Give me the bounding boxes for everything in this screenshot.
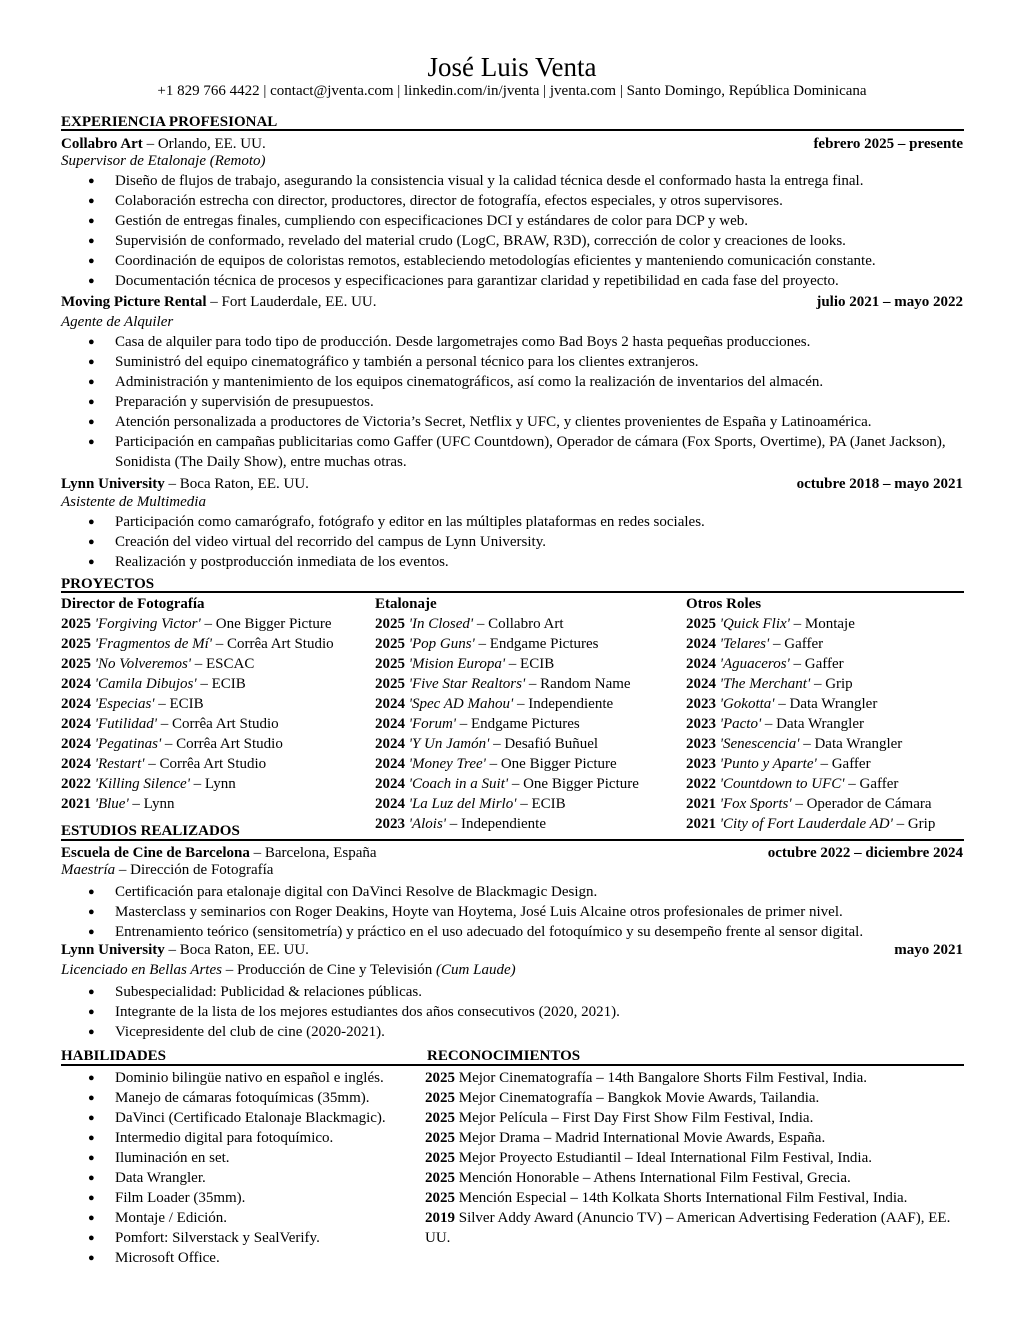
job-header [61, 292, 377, 312]
section-title-skills: HABILIDADES [61, 1048, 167, 1064]
list-item: ● Creación del video virtual del recorrido del campus de Lynn University. [88, 532, 705, 552]
section-divider [61, 1064, 964, 1066]
list-item: ● Integrante de la lista de los mejores estudiantes dos años consecutivos (2020, 2021). [88, 1002, 620, 1022]
list-item: ● Casa de alquiler para todo tipo de producción. Desde largometrajes como Bad Boys 2 hasta pequeñas producciones. [88, 332, 965, 352]
project-item: 2021 'Blue' – Lynn [61, 796, 175, 812]
list-item: ● Manejo de cámaras fotoquímicas (35mm). [88, 1088, 386, 1108]
job-dates: febrero 2025 – presente [813, 136, 963, 152]
column-heading: Etalonaje [375, 596, 437, 612]
section-title-awards: RECONOCIMIENTOS [427, 1048, 581, 1064]
project-item: 2025 'No Volveremos' – ESCAC [61, 656, 255, 672]
school-name: Lynn University [61, 942, 165, 958]
award-item: 2019 Silver Addy Award (Anuncio TV) – American Advertising Federation (AAF), EE. UU. [425, 1210, 951, 1246]
project-item: 2024 'Futilidad' – Corrêa Art Studio [61, 716, 279, 732]
award-item: 2025 Mejor Película – First Day First Show Film Festival, India. [425, 1110, 814, 1126]
award-item: 2025 Mejor Cinematografía – 14th Bangalore Shorts Film Festival, India. [425, 1070, 868, 1086]
list-item: ● Vicepresidente del club de cine (2020-2021). [88, 1022, 620, 1042]
section-divider [61, 591, 964, 593]
school-header [61, 940, 309, 960]
project-item: 2024 'La Luz del Mirlo' – ECIB [375, 796, 566, 812]
skills-list [88, 1068, 386, 1268]
project-item: 2021 'Fox Sports' – Operador de Cámara [686, 796, 932, 812]
project-item: 2024 'Forum' – Endgame Pictures [375, 716, 580, 732]
section-divider [61, 839, 964, 841]
list-item: ● Certificación para etalonaje digital con DaVinci Resolve de Blackmagic Design. [88, 882, 863, 902]
project-item: 2023 'Punto y Aparte' – Gaffer [686, 756, 871, 772]
job-dates: octubre 2018 – mayo 2021 [796, 476, 963, 492]
project-item: 2021 'City of Fort Lauderdale AD' – Grip [686, 816, 936, 832]
degree: Licenciado en Bellas Artes – Producción de Cine y Televisión (Cum Laude) [61, 962, 516, 978]
company-location: – Fort Lauderdale, EE. UU. [206, 294, 377, 310]
project-item: 2023 'Gokotta' – Data Wrangler [686, 696, 878, 712]
project-item: 2024 'Pegatinas' – Corrêa Art Studio [61, 736, 283, 752]
project-item: 2024 'Restart' – Corrêa Art Studio [61, 756, 267, 772]
job-role: Supervisor de Etalonaje (Remoto) [61, 153, 266, 169]
company-name: Collabro Art [61, 136, 143, 152]
project-item: 2024 'Aguaceros' – Gaffer [686, 656, 844, 672]
school-location: – Barcelona, España [249, 845, 377, 861]
project-item: 2025 'Five Star Realtors' – Random Name [375, 676, 631, 692]
projects-column [686, 594, 935, 834]
school-bullets [88, 982, 620, 1042]
school-location: – Boca Raton, EE. UU. [164, 942, 309, 958]
project-item: 2025 'In Closed' – Collabro Art [375, 616, 564, 632]
list-item: ● Iluminación en set. [88, 1148, 386, 1168]
job-bullets [88, 512, 705, 572]
project-item: 2024 'Telares' – Gaffer [686, 636, 824, 652]
degree: Maestría – Dirección de Fotografía [61, 862, 274, 878]
column-heading: Director de Fotografía [61, 596, 205, 612]
company-location: – Boca Raton, EE. UU. [164, 476, 309, 492]
school-dates: mayo 2021 [894, 942, 963, 958]
job-dates: julio 2021 – mayo 2022 [816, 294, 963, 310]
project-item: 2025 'Mision Europa' – ECIB [375, 656, 555, 672]
project-item: 2024 'Especias' – ECIB [61, 696, 204, 712]
award-item: 2025 Mención Honorable – Athens International Film Festival, Grecia. [425, 1170, 851, 1186]
list-item: ● Film Loader (35mm). [88, 1188, 386, 1208]
list-item: ● Suministró del equipo cinematográfico y también a personal técnico para los clientes extranjeros. [88, 352, 965, 372]
project-item: 2023 'Senescencia' – Data Wrangler [686, 736, 903, 752]
award-item: 2025 Mención Especial – 14th Kolkata Shorts International Film Festival, India. [425, 1190, 908, 1206]
list-item: ● Intermedio digital para fotoquímico. [88, 1128, 386, 1148]
project-item: 2024 'The Merchant' – Grip [686, 676, 853, 692]
list-item: ● Atención personalizada a productores de Victoria’s Secret, Netflix y UFC, y clientes provenientes de España y Latinoamérica. [88, 412, 965, 432]
project-item: 2023 'Alois' – Independiente [375, 816, 546, 832]
project-item: 2025 'Forgiving Victor' – One Bigger Picture [61, 616, 332, 632]
list-item: ● Participación en campañas publicitarias como Gaffer (UFC Countdown), Operador de cámara (Fox Sports, Overtime), PA (Janet Jackson), Sonidista (The Daily Show), entre muchas otras. [88, 432, 965, 472]
list-item: ● DaVinci (Certificado Etalonaje Blackmagic). [88, 1108, 386, 1128]
list-item: ● Supervisión de conformado, revelado del material crudo (LogC, BRAW, R3D), corrección de color y creaciones de looks. [88, 231, 876, 251]
list-item: ● Realización y postproducción inmediata de los eventos. [88, 552, 705, 572]
project-item: 2024 'Coach in a Suit' – One Bigger Picture [375, 776, 639, 792]
section-divider [61, 129, 964, 131]
list-item: ● Microsoft Office. [88, 1248, 386, 1268]
list-item: ● Gestión de entregas finales, cumpliendo con especificaciones DCI y estándares de color para DCP y web. [88, 211, 876, 231]
project-item: 2025 'Fragmentos de Mí' – Corrêa Art Studio [61, 636, 334, 652]
company-name: Moving Picture Rental [61, 294, 207, 310]
company-location: – Orlando, EE. UU. [142, 136, 266, 152]
award-item: 2025 Mejor Cinematografía – Bangkok Movie Awards, Tailandia. [425, 1090, 820, 1106]
job-bullets [88, 171, 876, 291]
list-item: ● Entrenamiento teórico (sensitometría) y práctico en el uso adecuado del fotoquímico y su desempeño frente al sensor digital. [88, 922, 863, 942]
list-item: ● Dominio bilingüe nativo en español e inglés. [88, 1068, 386, 1088]
list-item: ● Colaboración estrecha con director, productores, director de fotografía, efectos especiales, y otros supervisores. [88, 191, 876, 211]
project-item: 2024 'Y Un Jamón' – Desafió Buñuel [375, 736, 599, 752]
list-item: ● Preparación y supervisión de presupuestos. [88, 392, 965, 412]
project-item: 2022 'Killing Silence' – Lynn [61, 776, 236, 792]
list-item: ● Administración y mantenimiento de los equipos cinematográficos, así como la realización de inventarios del almacén. [88, 372, 965, 392]
award-item: 2025 Mejor Drama – Madrid International Movie Awards, España. [425, 1130, 826, 1146]
project-item: 2025 'Quick Flix' – Montaje [686, 616, 855, 632]
list-item: ● Documentación técnica de procesos y especificaciones para garantizar claridad y repetibilidad en cada fase del proyecto. [88, 271, 876, 291]
list-item: ● Masterclass y seminarios con Roger Deakins, Hoyte van Hoytema, José Luis Alcaine otros profesionales de primer nivel. [88, 902, 863, 922]
job-role: Agente de Alquiler [61, 314, 174, 330]
list-item: ● Montaje / Edición. [88, 1208, 386, 1228]
awards-list [425, 1068, 970, 1248]
school-name: Escuela de Cine de Barcelona [61, 845, 250, 861]
section-title-education: ESTUDIOS REALIZADOS [61, 823, 240, 839]
project-item: 2022 'Countdown to UFC' – Gaffer [686, 776, 899, 792]
section-title-projects: PROYECTOS [61, 576, 155, 592]
job-role: Asistente de Multimedia [61, 494, 206, 510]
projects-column [61, 594, 334, 814]
column-heading: Otros Roles [686, 596, 762, 612]
job-header [61, 474, 309, 494]
award-item: 2025 Mejor Proyecto Estudiantil – Ideal International Film Festival, India. [425, 1150, 872, 1166]
project-item: 2024 'Money Tree' – One Bigger Picture [375, 756, 617, 772]
job-bullets [88, 332, 965, 472]
list-item: ● Diseño de flujos de trabajo, asegurando la consistencia visual y la calidad técnica desde el conformado hasta la entrega final. [88, 171, 876, 191]
candidate-name: José Luis Venta [427, 52, 597, 82]
contact-info: +1 829 766 4422 | contact@jventa.com | linkedin.com/in/jventa | jventa.com | Santo Domingo, República Dominicana [157, 83, 867, 99]
project-item: 2023 'Pacto' – Data Wrangler [686, 716, 864, 732]
section-title-experience: EXPERIENCIA PROFESIONAL [61, 114, 278, 130]
school-dates: octubre 2022 – diciembre 2024 [767, 845, 963, 861]
project-item: 2024 'Spec AD Mahou' – Independiente [375, 696, 614, 712]
project-item: 2024 'Camila Dibujos' – ECIB [61, 676, 246, 692]
list-item: ● Pomfort: Silverstack y SealVerify. [88, 1228, 386, 1248]
projects-column [375, 594, 639, 834]
list-item: ● Subespecialidad: Publicidad & relaciones públicas. [88, 982, 620, 1002]
list-item: ● Data Wrangler. [88, 1168, 386, 1188]
school-bullets [88, 882, 863, 942]
company-name: Lynn University [61, 476, 165, 492]
project-item: 2025 'Pop Guns' – Endgame Pictures [375, 636, 599, 652]
list-item: ● Participación como camarógrafo, fotógrafo y editor en las múltiples plataformas en redes sociales. [88, 512, 705, 532]
list-item: ● Coordinación de equipos de coloristas remotos, estableciendo metodologías eficientes y manteniendo comunicación constante. [88, 251, 876, 271]
